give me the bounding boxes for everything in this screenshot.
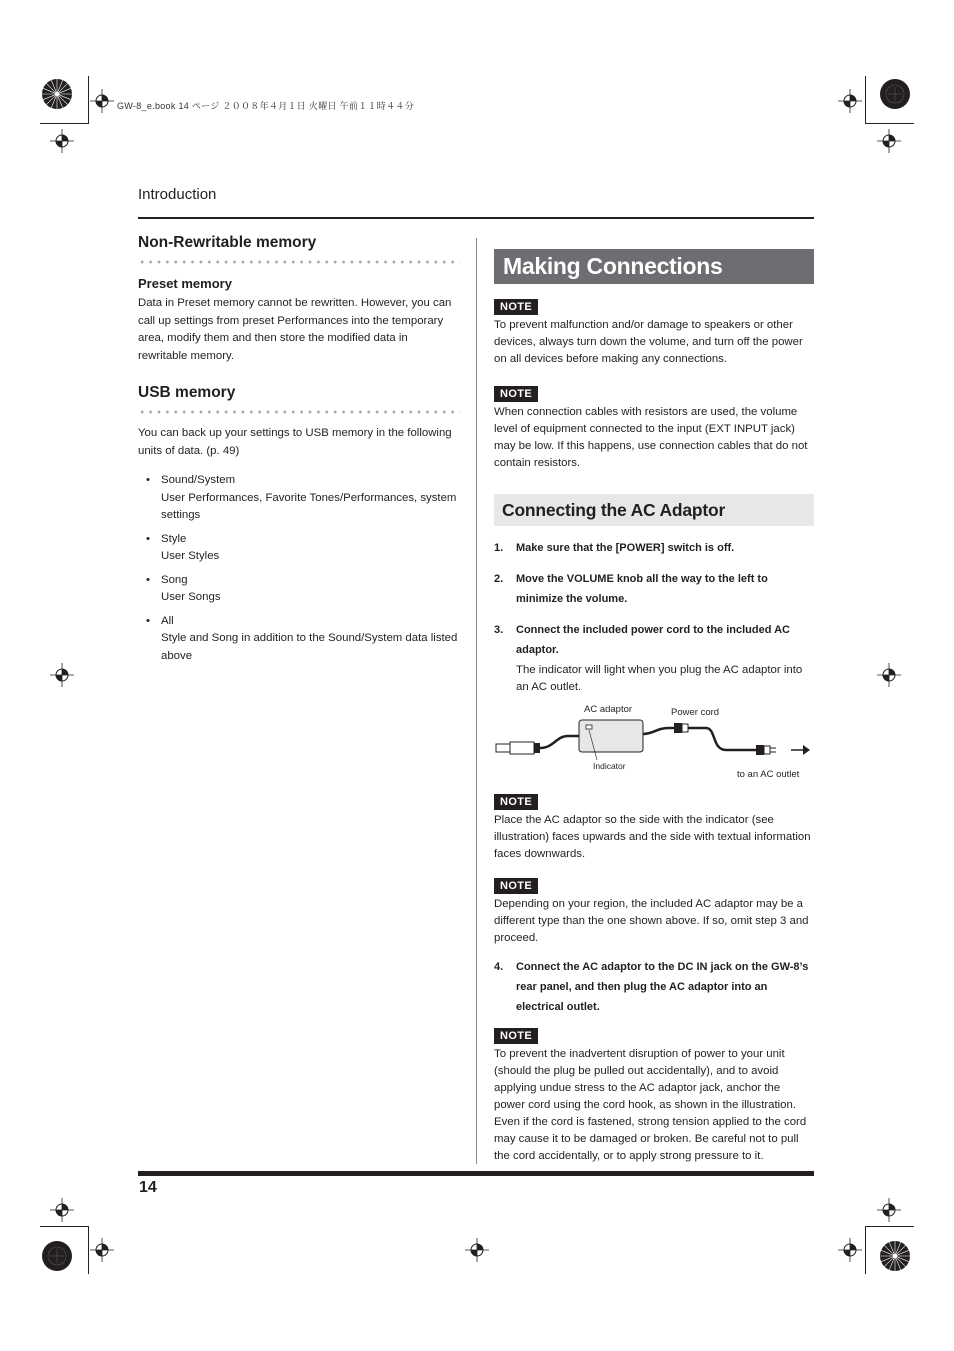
note-badge: NOTE: [494, 299, 538, 315]
step-item: [494, 620, 814, 660]
usb-data-list: [138, 472, 460, 665]
crosshair-icon: [465, 1238, 489, 1262]
registration-disc-icon: [879, 78, 911, 110]
step-list: [494, 538, 814, 660]
registration-disc-icon: [41, 1240, 73, 1272]
left-column: [138, 232, 460, 671]
step-item: [494, 569, 814, 609]
step-text: Move the VOLUME knob all the way to the left to minimize the volume.: [516, 573, 768, 605]
print-header: GW-8_e.book 14 ページ ２００８年４月１日 火曜日 午前１１時４４分: [117, 101, 414, 111]
step-text: Connect the AC adaptor to the DC IN jack on the GW-8’s rear panel, and then plug the AC adaptor into an electrical outlet.: [516, 961, 809, 1013]
note-text: Place the AC adaptor so the side with the indicator (see illustration) faces upwards and the side with textual information faces downwards.: [494, 814, 811, 860]
list-item-desc: Style and Song in addition to the Sound/System data listed above: [161, 632, 458, 662]
note-text: Depending on your region, the included AC adaptor may be a different type than the one shown above. If so, omit step 3 and proceed.: [494, 898, 809, 944]
ac-adaptor-illustration: [494, 702, 814, 790]
step-number: 3.: [494, 624, 504, 636]
outlet-label: to an AC outlet: [737, 769, 800, 780]
column-divider: [476, 238, 477, 1164]
note-badge: NOTE: [494, 1028, 538, 1044]
note-block: [494, 1026, 814, 1165]
indicator-label: Indicator: [593, 761, 626, 771]
note-badge: NOTE: [494, 794, 538, 810]
page-title: Making Connections: [494, 249, 814, 284]
adaptor-drawing: [494, 702, 814, 790]
crosshair-icon: [90, 1238, 114, 1262]
list-item-name: • All: [161, 614, 174, 627]
dotted-divider: [138, 409, 460, 415]
registration-disc-icon: [41, 78, 73, 110]
crosshair-icon: [50, 129, 74, 153]
list-item-desc: User Styles: [161, 550, 220, 562]
step-number: 1.: [494, 542, 504, 554]
section-label: Introduction: [138, 186, 217, 203]
header-rule: [138, 217, 814, 219]
crosshair-icon: [877, 663, 901, 687]
list-item-desc: User Songs: [161, 591, 221, 603]
ac-adaptor-label: AC adaptor: [584, 704, 633, 715]
list-item: [138, 613, 460, 666]
right-column: [494, 249, 814, 1165]
step-number: 4.: [494, 961, 504, 973]
list-item: [138, 472, 460, 525]
list-item-name: • Sound/System: [161, 474, 236, 486]
step-text: Make sure that the [POWER] switch is off.: [516, 542, 735, 554]
step-text: Connect the included power cord to the included AC adaptor.: [516, 624, 790, 656]
subsection-title: Connecting the AC Adaptor: [494, 494, 814, 526]
step-list: [494, 957, 814, 1017]
note-block: [494, 297, 814, 368]
note-text: To prevent the inadvertent disruption of power to your unit (should the plug be pulled out accidentally), and to avoid applying undue stress to the AC adaptor jack, anchor the power cord using the cord hook, as shown in the illustration. Even if the cord is fastened, strong tension applied to the cord may cause it to be damaged or broken. Be careful not to pull the cord accidentally, or to apply strong pressure to it.: [494, 1048, 807, 1162]
crosshair-icon: [877, 1198, 901, 1222]
list-item: [138, 531, 460, 566]
crosshair-icon: [50, 1198, 74, 1222]
crosshair-icon: [838, 89, 862, 113]
crosshair-icon: [50, 663, 74, 687]
power-cord-label: Power cord: [671, 707, 720, 718]
non-rewritable-heading: Non-Rewritable memory: [138, 234, 317, 251]
note-block: [494, 384, 814, 472]
usb-memory-heading: USB memory: [138, 384, 236, 401]
step-description: The indicator will light when you plug the AC adaptor into an AC outlet.: [516, 664, 803, 693]
step-item: [494, 538, 814, 558]
footer-rule: [138, 1171, 814, 1176]
list-item: [138, 572, 460, 607]
crosshair-icon: [838, 1238, 862, 1262]
crosshair-icon: [877, 129, 901, 153]
list-item-desc: User Performances, Favorite Tones/Performances, system settings: [161, 491, 457, 521]
note-block: [494, 876, 814, 947]
list-item-name: • Song: [161, 573, 188, 586]
note-badge: NOTE: [494, 386, 538, 402]
page-number: 14: [139, 1179, 157, 1196]
note-text: When connection cables with resistors are used, the volume level of equipment connected to the input (EXT INPUT jack) may be low. If this happens, use connection cables that do not contain resistors.: [494, 406, 808, 469]
step-number: 2.: [494, 573, 504, 585]
usb-memory-intro: You can back up your settings to USB memory in the following units of data. (p. 49): [138, 427, 452, 457]
step-item: [494, 957, 814, 1017]
crosshair-icon: [90, 89, 114, 113]
list-item-name: • Style: [161, 532, 187, 545]
dotted-divider: [138, 259, 460, 265]
note-block: [494, 792, 814, 863]
registration-disc-icon: [879, 1240, 911, 1272]
note-text: To prevent malfunction and/or damage to speakers or other devices, always turn down the volume, and turn off the power on all devices before making any connections.: [494, 319, 803, 365]
preset-memory-text: Data in Preset memory cannot be rewritten. However, you can call up settings from preset Performances into the temporary area, modify them and then store the modified data in rewritable memory.: [138, 297, 452, 362]
note-badge: NOTE: [494, 878, 538, 894]
preset-memory-heading: Preset memory: [138, 276, 232, 291]
